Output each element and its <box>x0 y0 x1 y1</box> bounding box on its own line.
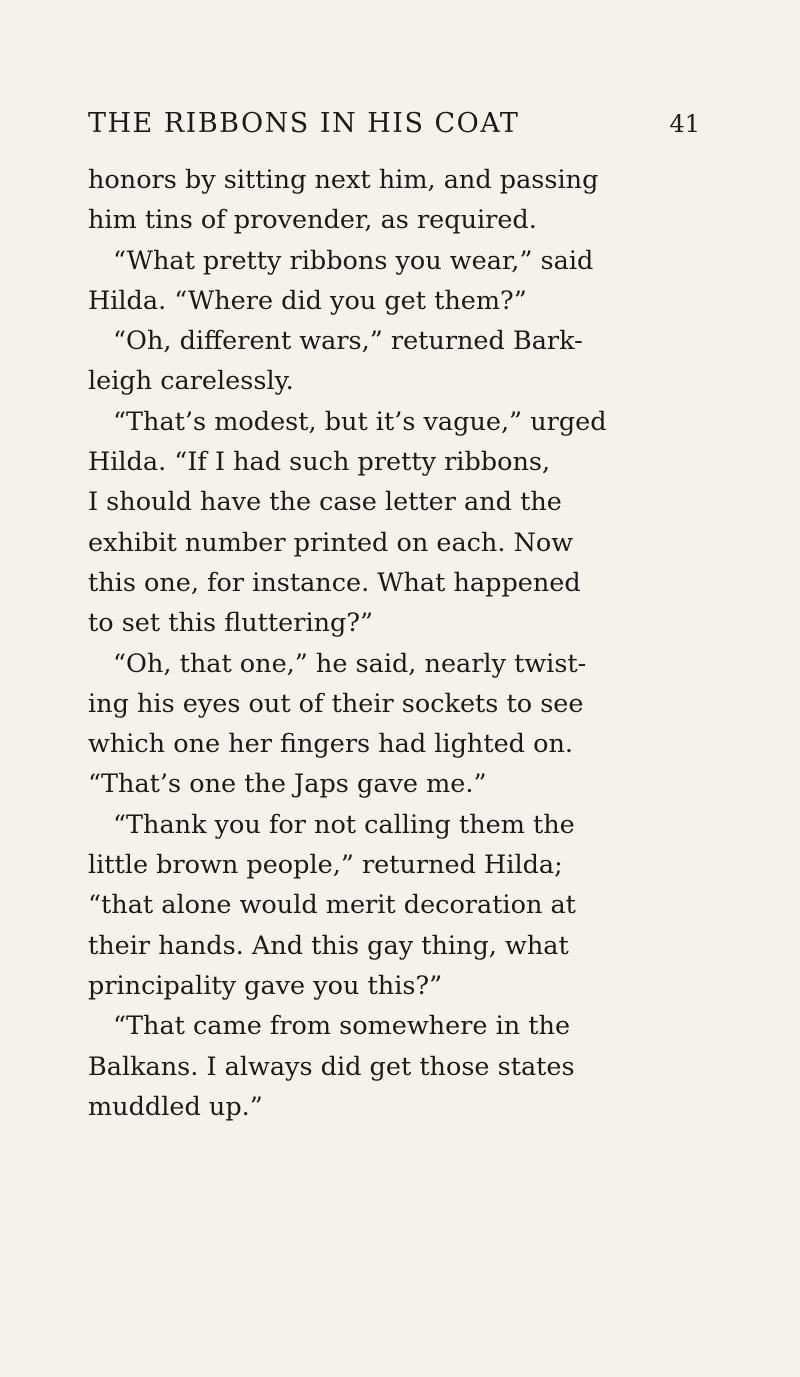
text-line: “Oh, that one,” he said, nearly twist- <box>113 648 587 679</box>
text-line: “What pretty ribbons you wear,” said <box>113 245 594 276</box>
body-text <box>88 160 700 1127</box>
text-line: “That’s modest, but it’s vague,” urged <box>113 406 607 437</box>
text-line: little brown people,” returned Hilda; <box>88 850 563 881</box>
text-line: “Thank you for not calling them the <box>113 809 575 840</box>
text-line: exhibit number printed on each. Now <box>88 527 574 558</box>
text-line: principality gave you this?” <box>88 970 443 1001</box>
text-line: “that alone would merit decoration at <box>88 890 576 921</box>
page-number: 41 <box>669 110 700 138</box>
text-line: which one her fingers had lighted on. <box>88 729 573 760</box>
text-line: their hands. And this gay thing, what <box>88 930 569 961</box>
text-line: ing his eyes out of their sockets to see <box>88 688 584 719</box>
text-line: “That came from somewhere in the <box>113 1011 571 1042</box>
text-line: Balkans. I always did get those states <box>88 1051 575 1082</box>
text-line: muddled up.” <box>88 1091 263 1122</box>
text-line: leigh carelessly. <box>88 366 294 397</box>
text-line: Hilda. “Where did you get them?” <box>88 285 527 316</box>
text-line: Hilda. “If I had such pretty ribbons, <box>88 447 551 478</box>
running-title: THE RIBBONS IN HIS COAT <box>88 108 520 139</box>
text-line: him tins of provender, as required. <box>88 205 537 236</box>
text-line: to set this fluttering?” <box>88 608 374 639</box>
text-line: “Oh, different wars,” returned Bark- <box>113 326 583 357</box>
running-head <box>88 108 700 139</box>
text-line: I should have the case letter and the <box>88 487 562 518</box>
text-line: “That’s one the Japs gave me.” <box>88 769 487 800</box>
text-line: this one, for instance. What happened <box>88 567 581 598</box>
text-line: honors by sitting next him, and passing <box>88 165 599 195</box>
